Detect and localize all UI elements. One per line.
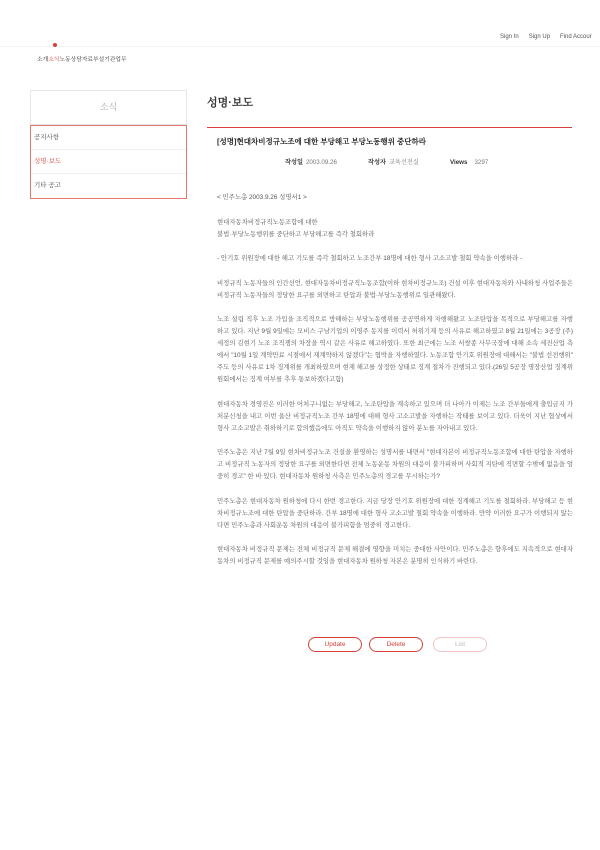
sidebar-title: 소식 [30,90,187,125]
body-paragraph: 비정규직 노동자들의 인간선언, 현대자동차비정규직노동조합(이하 현차비정규노조) 건설 이후 현대자동차와 사내하청 사업주들은 비정규직 노동자들의 정당한 요구를 외면하고 탄압과 불법·부당노동행위로 일관해왔다. [217,279,573,299]
body-subtitle-line: 불법·부당노동행위를 중단하고 부당해고를 즉각 철회하라 [217,230,375,238]
body-paragraph: 현대자동차 경영진은 이러한 어처구니없는 부당해고, 노조탄압을 계속하고 있으며 더 나아가 이제는 노조 간부들에게 출입금지 가처분신청을 내고 이번 울산 비정규직노조 간부 18명에 대해 형사 고소고발을 자행하는 작태를 보이고 있다. 더욱이 지난 협상에서 형사 고소고발은 취하하기로 합의했음에도 아직도 약속을 이행하지 않아 분노를 자아내고 있다. [217,400,573,432]
sidebar-item-notices[interactable]: 공지사항 [31,126,186,150]
body-source-line: < 민주노총 2003.9.26 성명서1 > [217,194,307,201]
sidebar-item-statements[interactable]: 성명·보도 [31,150,186,174]
header-divider [0,46,600,47]
body-demand: - 안기호 위원장에 대한 해고 기도를 즉각 철회하고 노조간부 18명에 대한 형사 고소고발 철회 약속을 이행하라 - [217,255,523,262]
body-paragraph: 노조 설립 직후 노조 가입을 조직적으로 방해하는 부당노동행위를 공공연하게 자행해왔고 노조탄압을 목적으로 부당해고를 자행하고 있다. 지난 9월 9일에는 모비스 구남기업의 이영주 동지를 이력서 허위기재 등의 사유로 해고하였고 8월 21일에는 3공장 (주)세정의 김현기 노조 조직쟁의 차장을 역시 같은 사유로 해고하였다. 또한 최근에는 노조 서쌍종 사무국장에 대해 소속 세진산업 측에서 "10월 1일 계약만료 시점에서 재계약하지 않겠다"는 협박을 자행하였다. 노동조합 안기호 위원장에 대해서는 "불법 선전행위" 주도 등의 사유로 1차 징계위를 개최하였으며 현재 해고를 상정한 상태로 징계 절차가 진행되고 있다.(26일 5공장 명장산업 징계위원회에서는 징계 여부를 추후 통보하겠다고함) [217,316,573,383]
post-author [368,159,419,167]
delete-button[interactable]: Delete [369,637,423,652]
post-date-value: 2003.09.26 [305,159,337,166]
nav-item-counseling[interactable]: 노동상담 [59,57,82,63]
page-title: 성명·보도 [207,97,254,109]
main-nav [37,56,127,64]
post-title: [성명]현대차비정규노조에 대한 부당해고 부당노동행위 중단하라 [217,137,426,146]
heading-divider [207,127,572,128]
post-author-label: 작성자 [368,159,386,166]
post-body [217,192,573,581]
post-date [285,159,337,167]
sidebar-item-other-announcements[interactable]: 기타 공고 [34,182,61,189]
post-views-label: Views [450,159,468,166]
nav-active-marker [53,43,57,47]
post-views-value: 3297 [474,159,489,166]
nav-item-affiliates[interactable]: 부설기관 [93,57,116,63]
body-paragraph: 민주노총은 현대자동차 원하청에 다시 한번 경고한다. 지금 당장 안기호 위원장에 대한 징계해고 기도를 철회하라. 부당해고 등 현차비정규노조에 대한 탄압을 중단하라. 간부 18명에 대한 형사 고소고발 철회 약속을 이행하라. 만약 이러한 요구가 이행되지 않는다면 민주노총과 사회운동 차원의 대응이 불가피함을 엄중히 경고한다. [217,497,573,529]
nav-item-news[interactable]: 소식 [48,57,60,63]
nav-item-work[interactable]: 업무 [115,57,127,63]
find-account-link[interactable]: Find Accour [560,34,592,40]
nav-item-resources[interactable]: 자료 [81,57,94,63]
sign-up-link[interactable]: Sign Up [528,34,551,40]
body-subtitle [217,217,573,241]
body-paragraph: 민주노총은 지난 7월 9일 현차비정규노조 건설을 환영하는 성명서를 내면서 "현대자본이 비정규직노동조합에 대한 탄압을 자행하고 비정규직 노동자의 정당한 요구를 외면한다면 전체 노동운동 차원의 대응이 불가피하며 사회적 지탄에 직면할 수밖에 없음을 엄중히 경고" 한 바 있다. 현대자동차 원하청 사측은 민주노총의 경고를 무시하는가? [217,449,573,480]
post-author-value: 교육선전실 [388,159,419,166]
sign-in-link[interactable]: Sign In [500,34,519,40]
body-paragraph: 현대자동차 비정규직 문제는 전체 비정규직 문제 해결에 영향을 미치는 중대한 사안이다. 민주노총은 향후에도 지속적으로 현대자동차의 비정규직 문제를 예의주시할 것임을 현대자동차 원하청 자본은 분명히 인식하기 바란다. [217,546,573,565]
account-links [500,33,592,41]
post-views [450,159,488,167]
update-button[interactable]: Update [308,637,362,652]
post-date-label: 작성일 [285,159,303,166]
list-button[interactable]: List [433,637,487,652]
nav-item-about[interactable]: 소개 [37,57,49,63]
sidebar-menu [30,125,187,199]
body-subtitle-line: 현대자동차비정규직노동조합에 대한 [217,218,318,226]
